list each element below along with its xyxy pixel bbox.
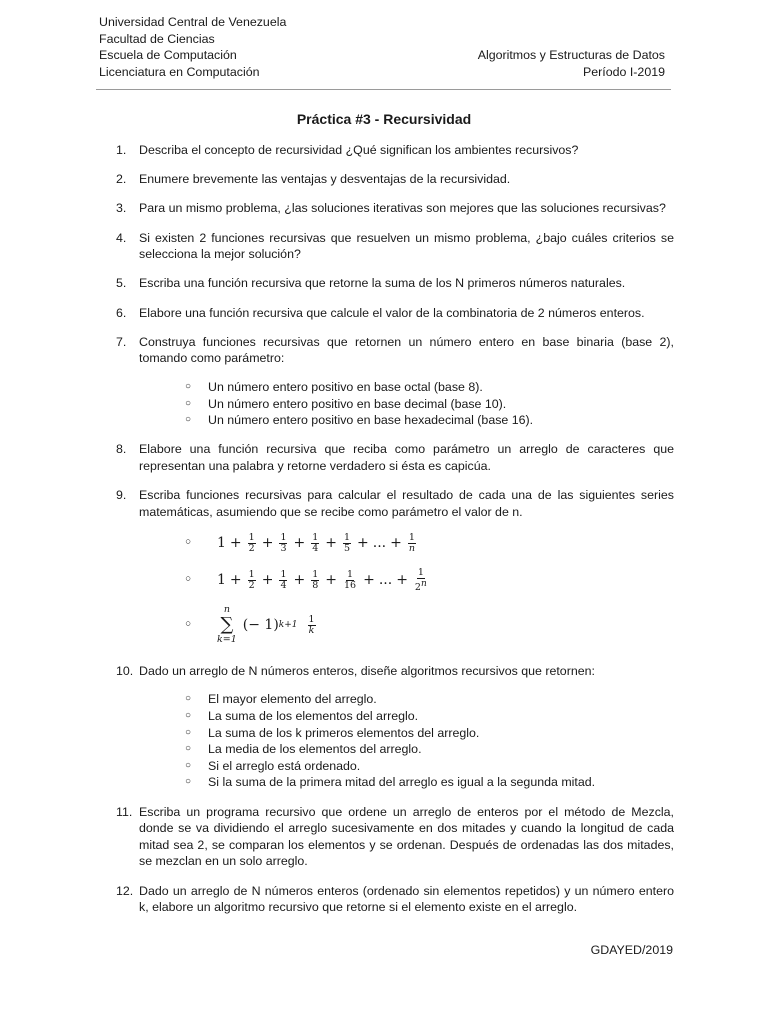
plus-sign: + <box>293 571 306 588</box>
numerator: 1 <box>408 531 415 543</box>
item-number: 10. <box>116 663 134 678</box>
item-text: Dado un arreglo de N números enteros (ordenado sin elementos repetidos) y un número entero k, elabore un algoritmo recursivo que retorne si el elemento existe en el arreglo. <box>139 883 674 915</box>
item-number: 2. <box>116 172 127 187</box>
denominator: 2 <box>248 542 255 554</box>
item-text: Si existen 2 funciones recursivas que resuelven un mismo problema, ¿bajo cuáles criterios se selecciona la mejor solución? <box>139 230 674 262</box>
header-divider <box>96 89 671 90</box>
numerator: 1 <box>312 568 319 580</box>
exercise-item <box>116 171 674 188</box>
power-exponent: k+1 <box>278 619 298 630</box>
circle-bullet-icon: ○ <box>185 776 192 788</box>
fraction <box>248 533 256 554</box>
power-base: (− 1) <box>242 616 279 633</box>
exercise-item <box>116 487 674 650</box>
sub-item-text: Si la suma de la primera mitad del arreglo es igual a la segunda mitad. <box>208 775 596 790</box>
sub-item <box>185 691 674 708</box>
sub-item <box>185 379 674 396</box>
item-text: Escriba un programa recursivo que ordene un arreglo de enteros por el método de Mezcla, donde se va dividiendo el arreglo sucesivamente en dos mitades y cuando la longitud de cada mitad sea 2, se comparan los elementos y se ordenan. Después de ordenadas las dos mitades, se mezclan en un solo arreglo. <box>139 804 674 869</box>
item-number: 7. <box>116 334 127 349</box>
item-number: 12. <box>116 883 134 898</box>
sub-list <box>139 379 674 429</box>
circle-bullet-icon: ○ <box>185 414 192 426</box>
sum-lower-limit: k=1 <box>217 634 237 646</box>
fraction <box>408 533 416 554</box>
circle-bullet-icon: ○ <box>185 726 192 738</box>
faculty-name: Facultad de Ciencias <box>99 31 215 46</box>
numerator: 1 <box>280 568 287 580</box>
fraction <box>343 570 357 591</box>
plus-sign: + <box>261 534 274 551</box>
plus-sign: + <box>261 571 274 588</box>
summation <box>217 604 237 646</box>
math-term: 1 <box>217 534 226 551</box>
sub-item-text: La suma de los elementos del arreglo. <box>208 709 419 724</box>
circle-bullet-icon: ○ <box>185 743 192 755</box>
circle-bullet-icon: ○ <box>185 710 192 722</box>
item-number: 4. <box>116 230 127 245</box>
sigma-symbol: ∑ <box>220 614 234 636</box>
circle-bullet-icon: ○ <box>185 380 192 392</box>
exercise-item <box>116 883 674 916</box>
item-text: Elabore una función recursiva que calcule el valor de la combinatoria de 2 números enteros. <box>139 305 645 320</box>
sub-item-text: La media de los elementos del arreglo. <box>208 742 422 757</box>
denominator: k <box>308 624 315 636</box>
sum-upper-limit: n <box>223 604 230 616</box>
document-footer: GDAYED/2019 <box>590 943 673 957</box>
fraction <box>343 533 351 554</box>
item-text: Describa el concepto de recursividad ¿Qué significan los ambientes recursivos? <box>139 143 579 157</box>
fraction <box>248 570 256 591</box>
plus-sign: + <box>325 534 337 551</box>
degree-name: Licenciatura en Computación <box>99 64 260 79</box>
numerator: 1 <box>248 568 255 580</box>
sub-item <box>185 412 674 429</box>
plus-sign: + <box>293 534 306 551</box>
item-number: 11. <box>116 804 133 819</box>
plus-sign: + <box>229 534 242 551</box>
series-list <box>139 526 674 650</box>
item-number: 6. <box>116 305 127 320</box>
numerator: 1 <box>312 531 319 543</box>
exercise-item <box>116 200 674 217</box>
sub-item <box>185 758 674 775</box>
exercise-item <box>116 663 674 791</box>
numerator: 1 <box>280 531 287 543</box>
plus-sign: + <box>396 571 408 588</box>
fraction <box>311 570 319 591</box>
plus-sign: + <box>363 571 375 588</box>
sub-item-text: Un número entero positivo en base octal (base 8). <box>208 379 483 394</box>
course-block <box>365 47 665 80</box>
sub-item-text: La suma de los k primeros elementos del arreglo. <box>208 725 480 740</box>
circle-bullet-icon: ○ <box>185 397 192 409</box>
denominator: 4 <box>312 542 319 554</box>
denominator: 2 <box>248 579 255 591</box>
circle-bullet-icon: ○ <box>185 573 192 585</box>
page-title: Práctica #3 - Recursividad <box>296 111 472 127</box>
exercise-item <box>116 275 674 292</box>
exercise-item <box>116 305 674 322</box>
fraction <box>279 570 287 591</box>
denominator: n <box>408 542 415 554</box>
denominator: 3 <box>280 542 287 554</box>
item-text: Escriba una función recursiva que retorne la suma de los N primeros números naturales. <box>139 276 626 291</box>
sub-item <box>185 396 674 413</box>
item-number: 8. <box>116 442 127 457</box>
series-harmonic <box>185 526 674 560</box>
denominator: 4 <box>280 579 287 591</box>
exercise-item <box>116 230 674 263</box>
power-exponent: n <box>420 578 427 589</box>
denominator <box>414 579 428 593</box>
circle-bullet-icon: ○ <box>185 536 192 548</box>
ellipsis: ... <box>372 534 387 551</box>
circle-bullet-icon: ○ <box>185 759 192 771</box>
exercise-item <box>116 142 674 159</box>
sub-item <box>185 725 674 742</box>
item-text: Para un mismo problema, ¿las soluciones iterativas son mejores que las soluciones recursivas? <box>139 201 666 216</box>
sub-item-text: Un número entero positivo en base decimal (base 10). <box>208 396 507 411</box>
item-text: Construya funciones recursivas que retornen un número entero en base binaria (base 2), tomando como parámetro: <box>139 334 674 366</box>
series-geometric <box>185 560 674 600</box>
denominator: 8 <box>312 579 319 591</box>
denominator: 5 <box>344 542 351 554</box>
sub-item <box>185 774 674 791</box>
exercise-item <box>116 441 674 474</box>
sub-item-text: Un número entero positivo en base hexadecimal (base 16). <box>208 413 534 428</box>
fraction <box>311 533 319 554</box>
item-number: 3. <box>116 201 127 216</box>
numerator: 1 <box>308 613 315 625</box>
item-number: 5. <box>116 276 127 291</box>
math-term: 1 <box>217 571 226 588</box>
series-alternating-sum <box>185 600 674 650</box>
university-name: Universidad Central de Venezuela <box>99 15 287 29</box>
denominator: 16 <box>344 579 357 591</box>
plus-sign: + <box>325 571 337 588</box>
course-name: Algoritmos y Estructuras de Datos <box>477 48 665 62</box>
numerator: 1 <box>248 531 255 543</box>
item-text: Dado un arreglo de N números enteros, diseñe algoritmos recursivos que retornen: <box>139 663 595 678</box>
fraction <box>414 568 428 593</box>
power-base: 2 <box>414 581 421 593</box>
numerator: 1 <box>417 566 424 578</box>
exercise-list <box>116 142 674 928</box>
term-name: Período I-2019 <box>583 64 665 79</box>
numerator: 1 <box>344 531 351 543</box>
sub-item-text: El mayor elemento del arreglo. <box>208 692 377 707</box>
sub-item <box>185 708 674 725</box>
circle-bullet-icon: ○ <box>185 618 192 630</box>
school-name: Escuela de Computación <box>99 48 237 63</box>
item-text: Elabore una función recursiva que reciba como parámetro un arreglo de caracteres que representan una palabra y retorne verdadero si ésta es capicúa. <box>139 442 674 473</box>
item-number: 9. <box>116 488 127 503</box>
numerator: 1 <box>347 568 354 580</box>
fraction <box>279 533 287 554</box>
exercise-item <box>116 804 674 870</box>
circle-bullet-icon: ○ <box>185 693 192 705</box>
plus-sign: + <box>390 534 402 551</box>
sub-item <box>185 741 674 758</box>
item-text: Enumere brevemente las ventajas y desventajas de la recursividad. <box>139 172 511 187</box>
sub-list <box>139 691 674 791</box>
item-text: Escriba funciones recursivas para calcular el resultado de cada una de las siguientes series matemáticas, asumiendo que se recibe como parámetro el valor de n. <box>139 488 674 519</box>
exercise-item <box>116 334 674 429</box>
plus-sign: + <box>357 534 369 551</box>
sub-item-text: Si el arreglo está ordenado. <box>208 758 361 773</box>
plus-sign: + <box>229 571 242 588</box>
ellipsis: ... <box>378 571 393 588</box>
item-number: 1. <box>116 143 127 157</box>
fraction <box>308 615 316 636</box>
